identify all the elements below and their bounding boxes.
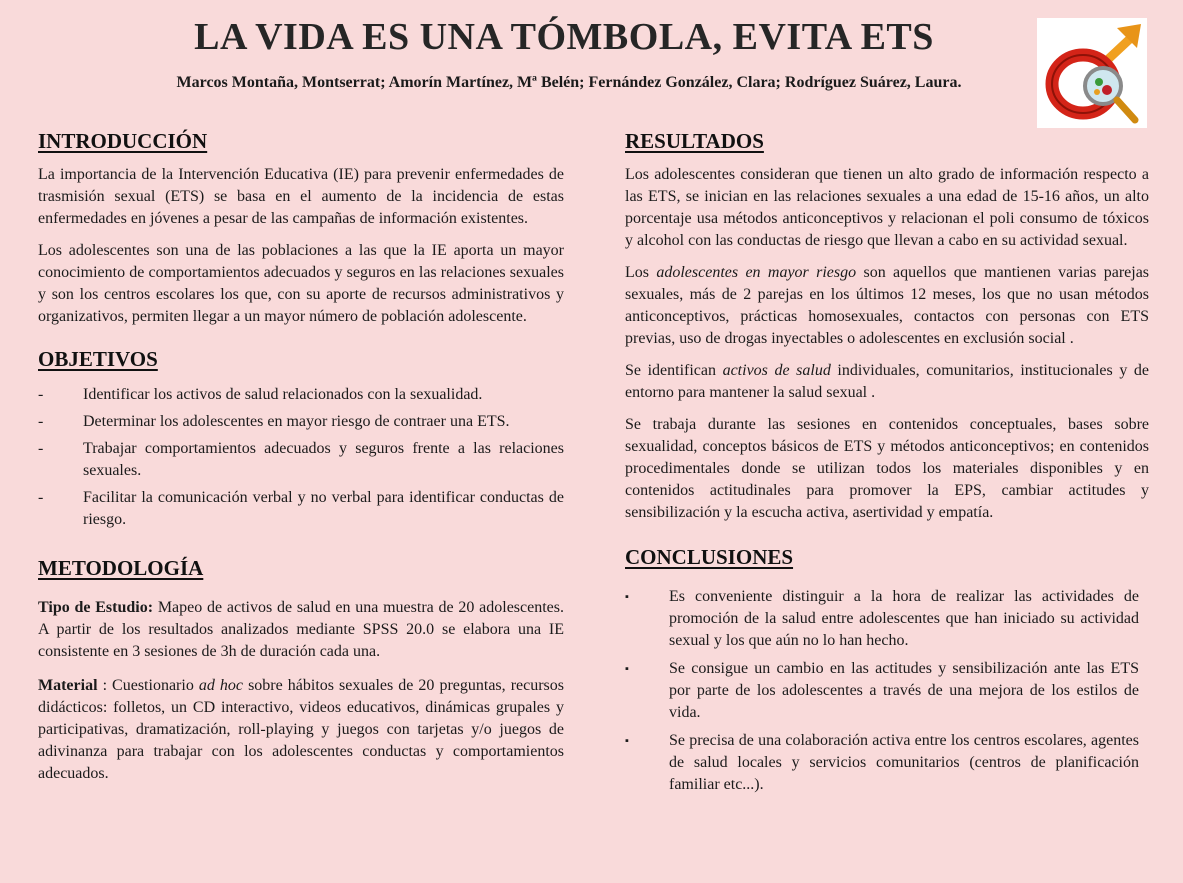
objetivo-text: Trabajar comportamientos adecuados y seguros frente a las relaciones sexuales. [83, 440, 564, 479]
material-text-pre: : Cuestionario [97, 677, 199, 694]
objetivo-item [38, 487, 564, 531]
conclusion-item [625, 658, 1149, 724]
tipo-estudio-text: Mapeo de activos de salud en una muestra de 20 adolescentes. A partir de los resultados analizados mediante SPSS 20.0 se elabora una IE consistente en 3 sesiones de 3h de duración cada una. [38, 599, 565, 660]
square-bullet: ▪ [625, 591, 629, 603]
resultados-paragraph-3 [625, 360, 1149, 404]
resultados-p3-post: individuales, comunitarios, institucionales y de entorno para mantener la salud sexual . [625, 362, 1149, 401]
resultados-p2-post: son aquellos que mantienen varias parejas sexuales, más de 2 parejas en los últimos 12 meses, los que no usan métodos anticonceptivos, prácticas homosexuales, contactos con personas con ETS previas, uso de drogas inyectables o adolescentes en exclusión social . [625, 264, 1150, 347]
resultados-p3-pre: Se identifican [625, 362, 723, 379]
conclusion-text: Es conveniente distinguir a la hora de realizar las actividades de promoción de la salud entre adolescentes que han iniciado su actividad sexual y los que aún no lo han hecho. [669, 588, 1139, 649]
objetivo-text: Identificar los activos de salud relacionados con la sexualidad. [83, 386, 483, 403]
resultados-p2-emphasis: adolescentes en mayor riesgo [656, 264, 857, 281]
objetivo-text: Facilitar la comunicación verbal y no verbal para identificar conductas de riesgo. [83, 489, 564, 528]
dash-bullet: - [38, 489, 44, 506]
introduccion-paragraph-1: La importancia de la Intervención Educativa (IE) para prevenir enfermedades de trasmisión sexual (ETS) se basa en el aumento de la incidencia de estas enfermedades en jóvenes a pesar de las campañas de información existentes. [38, 166, 564, 227]
dash-bullet: - [38, 413, 44, 430]
resultados-heading: RESULTADOS [625, 129, 764, 153]
objetivo-item [38, 438, 564, 482]
material-label: Material [38, 677, 98, 694]
objetivos-heading: OBJETIVOS [38, 347, 158, 371]
objetivo-item [38, 384, 564, 406]
resultados-p2-pre: Los [625, 264, 657, 281]
resultados-paragraph-2 [625, 262, 1149, 350]
square-bullet: ▪ [625, 735, 629, 747]
poster-title: LA VIDA ES UNA TÓMBOLA, EVITA ETS [194, 16, 934, 58]
material-paragraph [38, 675, 564, 785]
dash-bullet: - [38, 440, 44, 457]
objetivo-text: Determinar los adolescentes en mayor riesgo de contraer una ETS. [83, 413, 510, 430]
metodologia-heading: METODOLOGÍA [38, 556, 204, 580]
dash-bullet: - [38, 386, 44, 403]
material-text-emphasis: ad hoc [198, 677, 244, 694]
male-symbol-magnifier-logo-icon [1037, 18, 1147, 128]
square-bullet: ▪ [625, 663, 629, 675]
material-text-post: sobre hábitos sexuales de 20 preguntas, recursos didácticos: folletos, un CD interactivo, videos educativos, dinámicas grupales y participativas, dramatización, roll-playing y juegos con tarjetas y/o juegos de adivinanza para trabajar con los adolescentes conductas y comportamientos adecuados. [38, 677, 565, 782]
resultados-p3-emphasis: activos de salud [722, 362, 831, 379]
conclusion-text: Se precisa de una colaboración activa entre los centros escolares, agentes de salud locales y servicios comunitarios (centros de planificación familiar etc...). [669, 732, 1139, 793]
resultados-paragraph-1: Los adolescentes consideran que tienen un alto grado de información respecto a las ETS, se inician en las relaciones sexuales a una edad de 15-16 años, un alto porcentaje usa métodos anticonceptivos y relacionan el poli consumo de tóxicos y alcohol con las conductas de riesgo que llevan a cabo en su actividad sexual. [625, 166, 1149, 249]
tipo-estudio-paragraph [38, 597, 564, 663]
introduccion-paragraph-2: Los adolescentes son una de las poblaciones a las que la IE aporta un mayor conocimiento de comportamientos adecuados y seguros en las relaciones sexuales y son los centros escolares los que, con su aporte de recursos administrativos y organizativos, permiten llegar a un mayor número de población adolescente. [38, 242, 564, 325]
introduccion-heading: INTRODUCCIÓN [38, 129, 208, 153]
resultados-paragraph-4: Se trabaja durante las sesiones en contenidos conceptuales, bases sobre sexualidad, conceptos básicos de ETS y métodos anticonceptivos; en contenidos procedimentales donde se utilizan todos los materiales disponibles y en contenidos actitudinales para promover la EPS, cambiar actitudes y sensibilización y la escucha activa, asertividad y empatía. [625, 416, 1149, 521]
tipo-estudio-label: Tipo de Estudio: [38, 599, 154, 616]
left-column [38, 128, 564, 795]
conclusion-item [625, 730, 1149, 796]
conclusion-item [625, 586, 1149, 652]
right-column [625, 128, 1149, 802]
objetivo-item [38, 411, 564, 433]
conclusion-text: Se consigue un cambio en las actitudes y sensibilización ante las ETS por parte de los adolescentes a través de una mejora de los estilos de vida. [669, 660, 1139, 721]
conclusiones-heading: CONCLUSIONES [625, 545, 794, 569]
authors: Marcos Montaña, Montserrat; Amorín Martínez, Mª Belén; Fernández González, Clara; Rodríguez Suárez, Laura. [176, 74, 962, 91]
